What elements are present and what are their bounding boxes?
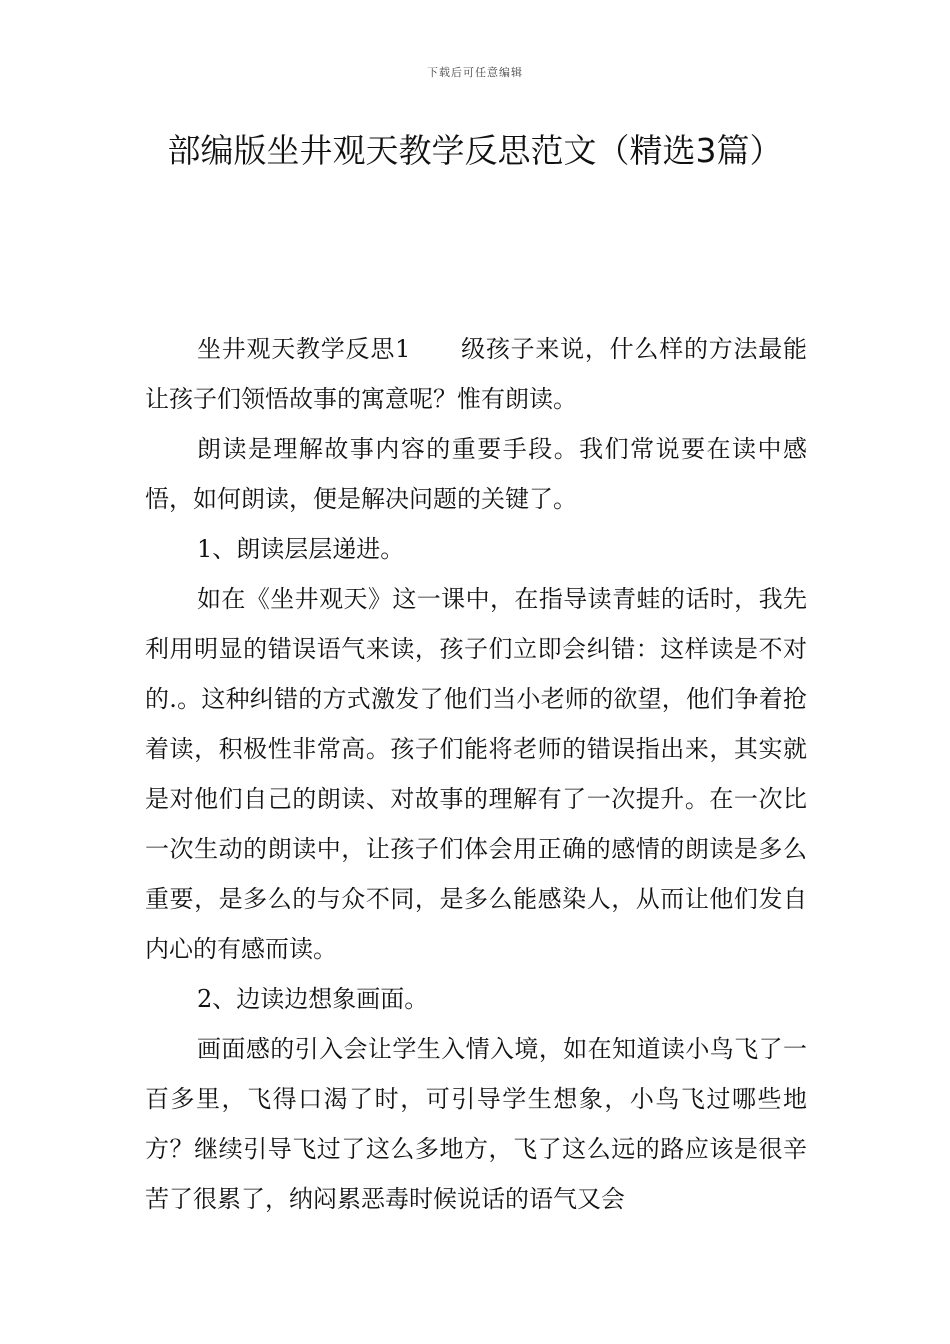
paragraph-4: 画面感的引入会让学生入情入境，如在知道读小鸟飞了一百多里，飞得口渴了时，可引导学生想象，小鸟飞过哪些地方？继续引导飞过了这么多地方，飞了这么远的路应该是很辛苦了很累了，纳闷累恶毒时候说话的语气又会: [145, 1035, 807, 1213]
list-heading-1: 1、朗读层层递进。: [197, 535, 405, 563]
paragraph-3: 如在《坐井观天》这一课中，在指导读青蛙的话时，我先利用明显的错误语气来读，孩子们立即会纠错：这样读是不对的.。这种纠错的方式激发了他们当小老师的欲望，他们争着抢着读，积极性非常高。孩子们能将老师的错误指出来，其实就是对他们自己的朗读、对故事的理解有了一次提升。在一次比一次生动的朗读中，让孩子们体会用正确的感情的朗读是多么重要，是多么的与众不同，是多么能感染人，从而让他们发自内心的有感而读。: [145, 585, 807, 963]
list-heading-2: 2、边读边想象画面。: [197, 985, 429, 1013]
paragraph-1-text: 级孩子来说，什么样的方法最能让孩子们领悟故事的寓意呢？惟有朗读。: [145, 335, 807, 413]
header-note: 下载后可任意编辑: [427, 66, 523, 79]
paragraph-1: [145, 324, 807, 424]
document-body: [145, 324, 807, 1224]
paragraph-2: 朗读是理解故事内容的重要手段。我们常说要在读中感悟，如何朗读，便是解决问题的关键了。: [145, 435, 807, 513]
document-title: 部编版坐井观天教学反思范文（精选3篇）: [167, 131, 783, 170]
section-heading: 坐井观天教学反思1: [197, 335, 411, 363]
